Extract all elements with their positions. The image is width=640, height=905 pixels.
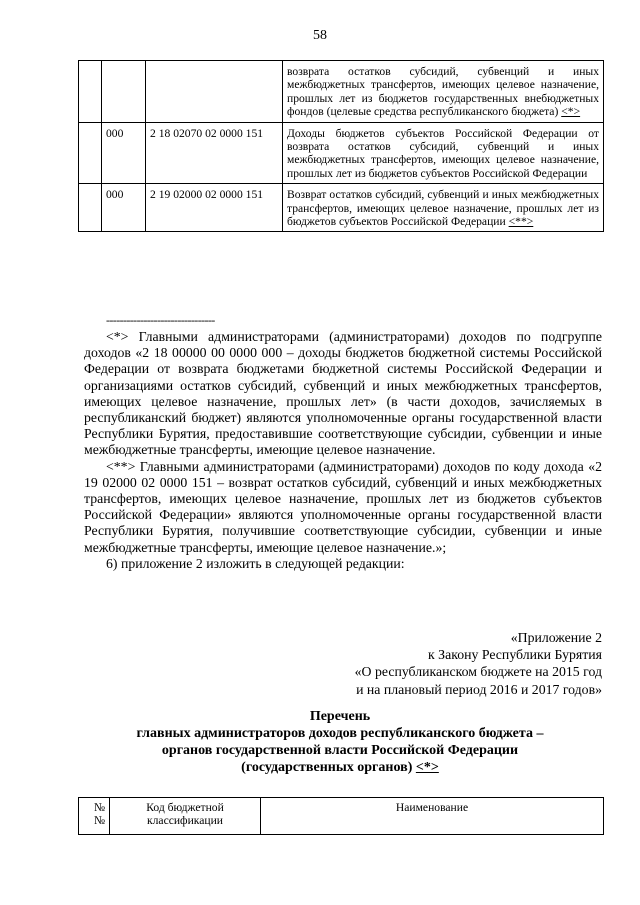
table-cell: 000 [102,184,146,232]
header-number: № № [79,798,110,835]
heading-line [80,759,600,776]
table-cell [102,61,146,123]
table-cell [79,122,102,184]
description-text: Возврат остатков субсидий, субвенций и иных межбюджетных трансфертов, имеющих целевое назначение, прошлых лет из бюджетов субъектов Российской Федерации [287,188,599,229]
table-cell-description [283,184,604,232]
table-row [79,61,604,123]
list-heading [80,708,600,776]
revenue-table [78,60,604,232]
table-cell: 000 [102,122,146,184]
footnote-2: <**> Главными администраторами (администраторами) доходов по коду дохода «2 19 02000 02 0000 151 – возврат остатков субсидий, субвенций и иных межбюджетных трансфертов, имеющих целевое назначение, прошлых лет из бюджетов субъектов Российской Федерации» являются уполномоченные органы государственной власти Республики Бурятия, получившие соответствующие субсидии, субвенции и иные межбюджетные трансферты, имеющие целевое назначение.»; [84,458,602,555]
table-cell-description [283,61,604,123]
appendix-line: к Закону Республики Бурятия [428,647,602,663]
administrators-table [78,797,604,835]
footnotes [84,314,602,572]
table-cell-description [283,122,604,184]
table-header-row [79,798,604,835]
footnote-ref-link[interactable]: <*> [415,760,439,775]
table-row [79,184,604,232]
description-text: возврата остатков субсидий, субвенций и иных межбюджетных трансфертов, имеющих целевое назначение, прошлых лет из бюджетов государственных внебюджетных фондов (целевые средства республиканского бюджета) [287,65,599,119]
appendix-line: «О республиканском бюджете на 2015 год [354,664,602,680]
appendix-line: «Приложение 2 [510,630,602,645]
table-cell: 2 19 02000 02 0000 151 [146,184,283,232]
table-cell [79,184,102,232]
table-cell [146,61,283,123]
appendix-line: и на плановый период 2016 и 2017 годов» [356,681,602,697]
header-name: Наименование [261,798,604,835]
heading-text: (государственных органов) [241,760,413,775]
table-cell: 2 18 02070 02 0000 151 [146,122,283,184]
heading-line: Перечень [309,709,371,724]
table-cell [79,61,102,123]
footnote-ref-link[interactable]: <**> [508,215,534,229]
footnote-1: <*> Главными администраторами (администраторами) доходов по подгруппе доходов «2 18 00000 00 0000 000 – доходы бюджетов бюджетной системы Российской Федерации от возврата бюджетами бюджетной системы Российской Федерации и организациями остатков субсидий, субвенций и иных межбюджетных трансфертов, имеющих целевое назначение, прошлых лет» (в части доходов, зачисляемых в республиканский бюджет) являются уполномоченные органы государственной власти Республики Бурятия, предоставившие соответствующие субсидии, субвенции и иные межбюджетные трансферты, имеющие целевое назначение. [84,329,602,458]
heading-line: органов государственной власти Российской Федерации [161,743,519,758]
header-code: Код бюджетной классификации [110,798,261,835]
footnote-separator: -------------------------------- [106,313,215,327]
footnote-ref-link[interactable]: <*> [561,105,581,119]
amendment-instruction: 6) приложение 2 изложить в следующей редакции: [106,555,405,571]
heading-line: главных администраторов доходов республиканского бюджета – [136,726,544,741]
appendix-header [355,629,602,698]
table-row [79,122,604,184]
page-number: 58 [313,28,327,43]
description-text: Доходы бюджетов субъектов Российской Федерации от возврата остатков субсидий, субвенций и иных межбюджетных трансфертов, имеющих целевое назначение, прошлых лет из бюджетов субъектов Российской Федерации [287,126,599,180]
